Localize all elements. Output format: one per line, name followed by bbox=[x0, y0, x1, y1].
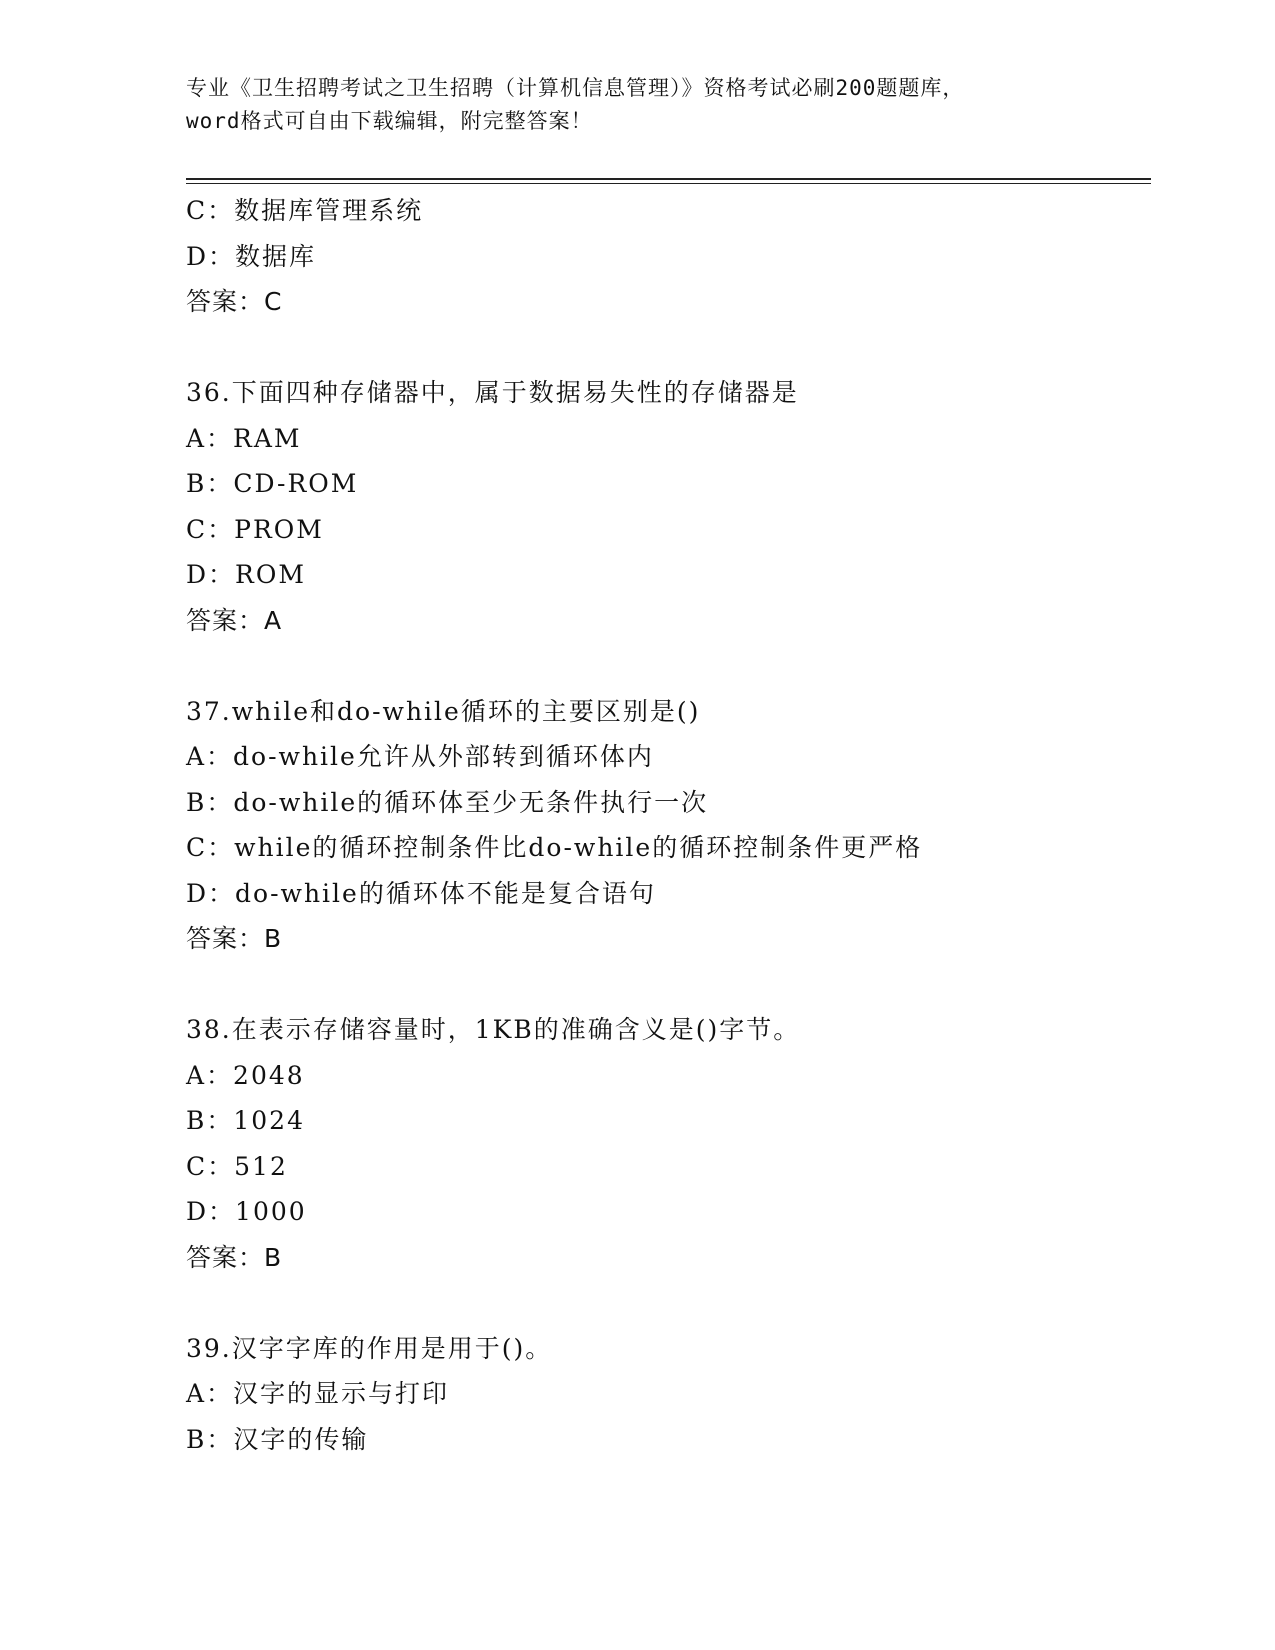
spacer bbox=[186, 643, 1151, 689]
spacer bbox=[186, 325, 1151, 371]
question-block-35 bbox=[186, 188, 1151, 325]
spacer bbox=[186, 962, 1151, 1008]
question-stem: 37.while和do-while循环的主要区别是() bbox=[186, 696, 701, 726]
option-c: C：while的循环控制条件比do-while的循环控制条件更严格 bbox=[186, 833, 923, 862]
option-d: D：1000 bbox=[186, 1197, 307, 1226]
option-d: D：数据库 bbox=[186, 241, 317, 271]
option-b: B：汉字的传输 bbox=[186, 1424, 369, 1454]
spacer bbox=[186, 1280, 1151, 1326]
option-c: C：数据库管理系统 bbox=[186, 196, 424, 225]
document-header bbox=[186, 72, 1106, 138]
option-a: A：汉字的显示与打印 bbox=[186, 1379, 450, 1408]
question-list bbox=[186, 188, 1151, 1462]
question-block-37 bbox=[186, 689, 1151, 962]
option-d: D：ROM bbox=[186, 560, 306, 589]
option-c: C：PROM bbox=[186, 514, 324, 544]
header-divider-thin bbox=[186, 183, 1151, 184]
answer-line: 答案：C bbox=[186, 287, 283, 316]
header-divider-thick bbox=[186, 178, 1151, 180]
option-c: C：512 bbox=[186, 1151, 288, 1181]
question-block-38 bbox=[186, 1007, 1151, 1280]
answer-line: 答案：A bbox=[186, 605, 283, 635]
answer-line: 答案：B bbox=[186, 1242, 283, 1272]
header-line-1: 专业《卫生招聘考试之卫生招聘（计算机信息管理）》资格考试必刷200题题库， bbox=[186, 76, 965, 100]
question-block-36 bbox=[186, 370, 1151, 643]
option-d: D：do-while的循环体不能是复合语句 bbox=[186, 878, 656, 908]
answer-line: 答案：B bbox=[186, 924, 283, 953]
question-block-39 bbox=[186, 1326, 1151, 1463]
option-a: A：RAM bbox=[186, 423, 302, 453]
question-stem: 39.汉字字库的作用是用于()。 bbox=[186, 1333, 553, 1363]
option-a: A：do-while允许从外部转到循环体内 bbox=[186, 742, 654, 771]
option-b: B：1024 bbox=[186, 1106, 305, 1135]
option-b: B：CD-ROM bbox=[186, 469, 359, 498]
header-line-2: word格式可自由下载编辑，附完整答案！ bbox=[186, 109, 593, 133]
option-b: B：do-while的循环体至少无条件执行一次 bbox=[186, 787, 709, 817]
question-stem: 36.下面四种存储器中，属于数据易失性的存储器是 bbox=[186, 378, 799, 407]
question-stem: 38.在表示存储容量时，1KB的准确含义是()字节。 bbox=[186, 1015, 801, 1044]
option-a: A：2048 bbox=[186, 1060, 305, 1090]
